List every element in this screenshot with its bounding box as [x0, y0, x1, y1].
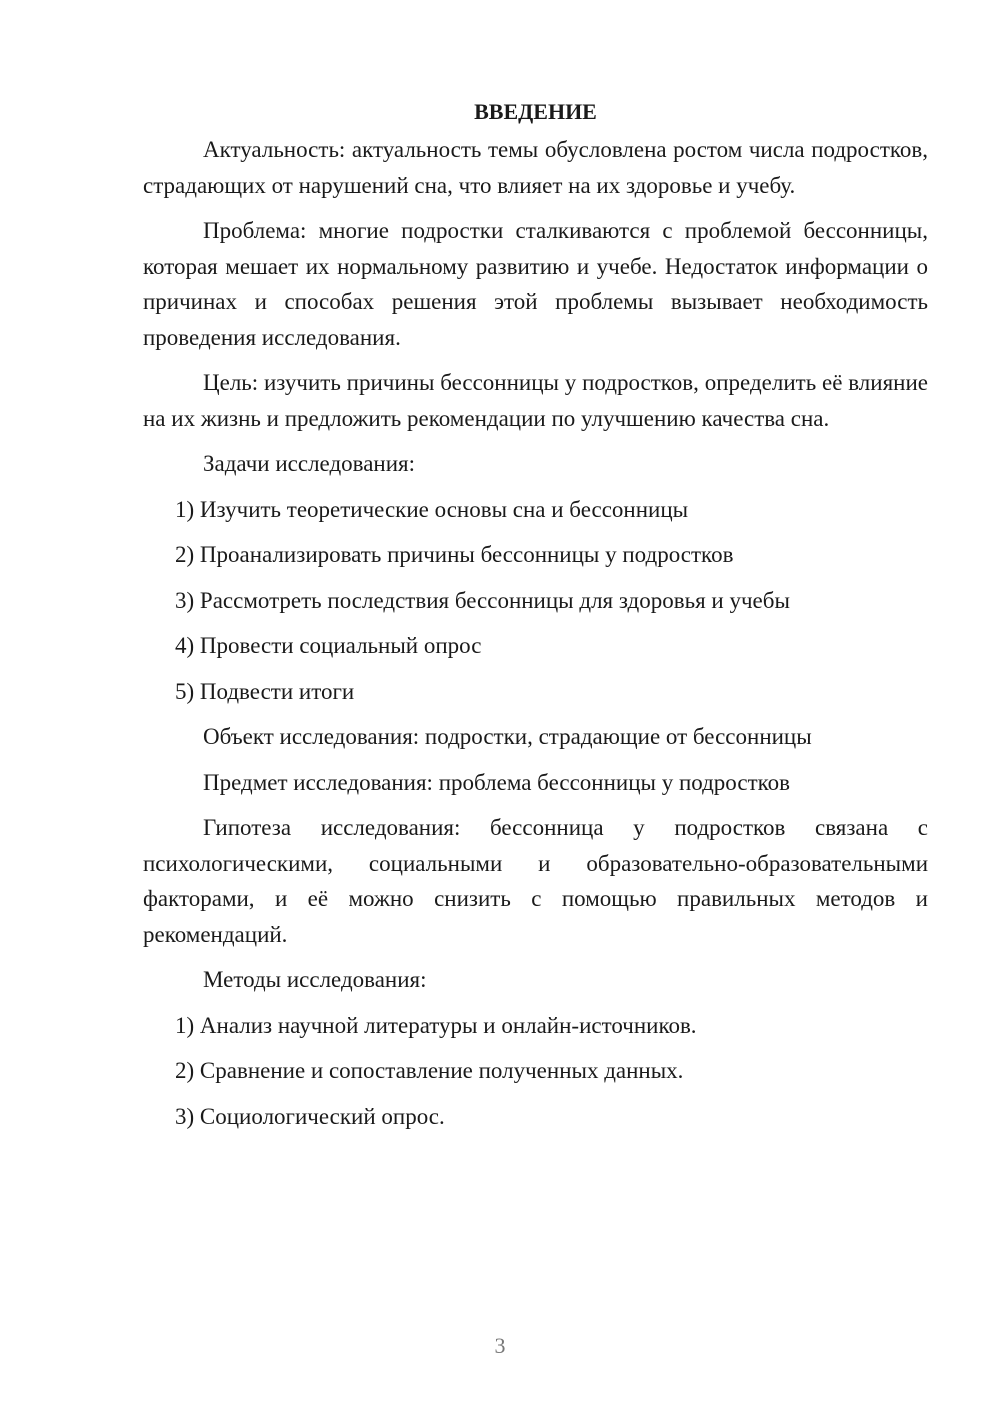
- page-number: 3: [494, 1333, 506, 1358]
- list-item: 2) Проанализировать причины бессонницы у подростков: [175, 542, 734, 567]
- relevance-paragraph: Актуальность: актуальность темы обусловлена ростом числа подростков, страдающих от нарушений сна, что влияет на их здоровье и учебу.: [143, 137, 928, 198]
- methods-list: [143, 1008, 928, 1135]
- subject-paragraph: Предмет исследования: проблема бессонницы у подростков: [203, 769, 791, 795]
- object-paragraph: Объект исследования: подростки, страдающие от бессонницы: [203, 724, 812, 749]
- hypothesis-paragraph: Гипотеза исследования: бессонница у подростков связана с психологическими, социальными и образовательно-образовательными факторами, и её можно снизить с помощью правильных методов и рекомендаций.: [143, 815, 928, 947]
- list-item: 5) Подвести итоги: [175, 678, 355, 704]
- list-item: 3) Социологический опрос.: [175, 1103, 445, 1129]
- page-content: [143, 94, 928, 1144]
- methods-title: Методы исследования:: [203, 967, 427, 992]
- list-item: 4) Провести социальный опрос: [175, 633, 482, 658]
- list-item: 2) Сравнение и сопоставление полученных данных.: [175, 1058, 684, 1083]
- list-item: 1) Изучить теоретические основы сна и бессонницы: [175, 496, 689, 522]
- tasks-title: Задачи исследования:: [203, 451, 416, 476]
- problem-paragraph: Проблема: многие подростки сталкиваются с проблемой бессонницы, которая мешает их нормальному развитию и учебе. Недостаток информации о причинах и способах решения этой проблемы вызывает необходимость проведения исследования.: [143, 218, 928, 350]
- list-item: 3) Рассмотреть последствия бессонницы для здоровья и учебы: [175, 587, 790, 613]
- section-heading: ВВЕДЕНИЕ: [474, 99, 597, 124]
- goal-paragraph: Цель: изучить причины бессонницы у подростков, определить её влияние на их жизнь и предложить рекомендации по улучшению качества сна.: [143, 370, 928, 431]
- tasks-list: [143, 492, 928, 710]
- list-item: 1) Анализ научной литературы и онлайн-источников.: [175, 1012, 697, 1038]
